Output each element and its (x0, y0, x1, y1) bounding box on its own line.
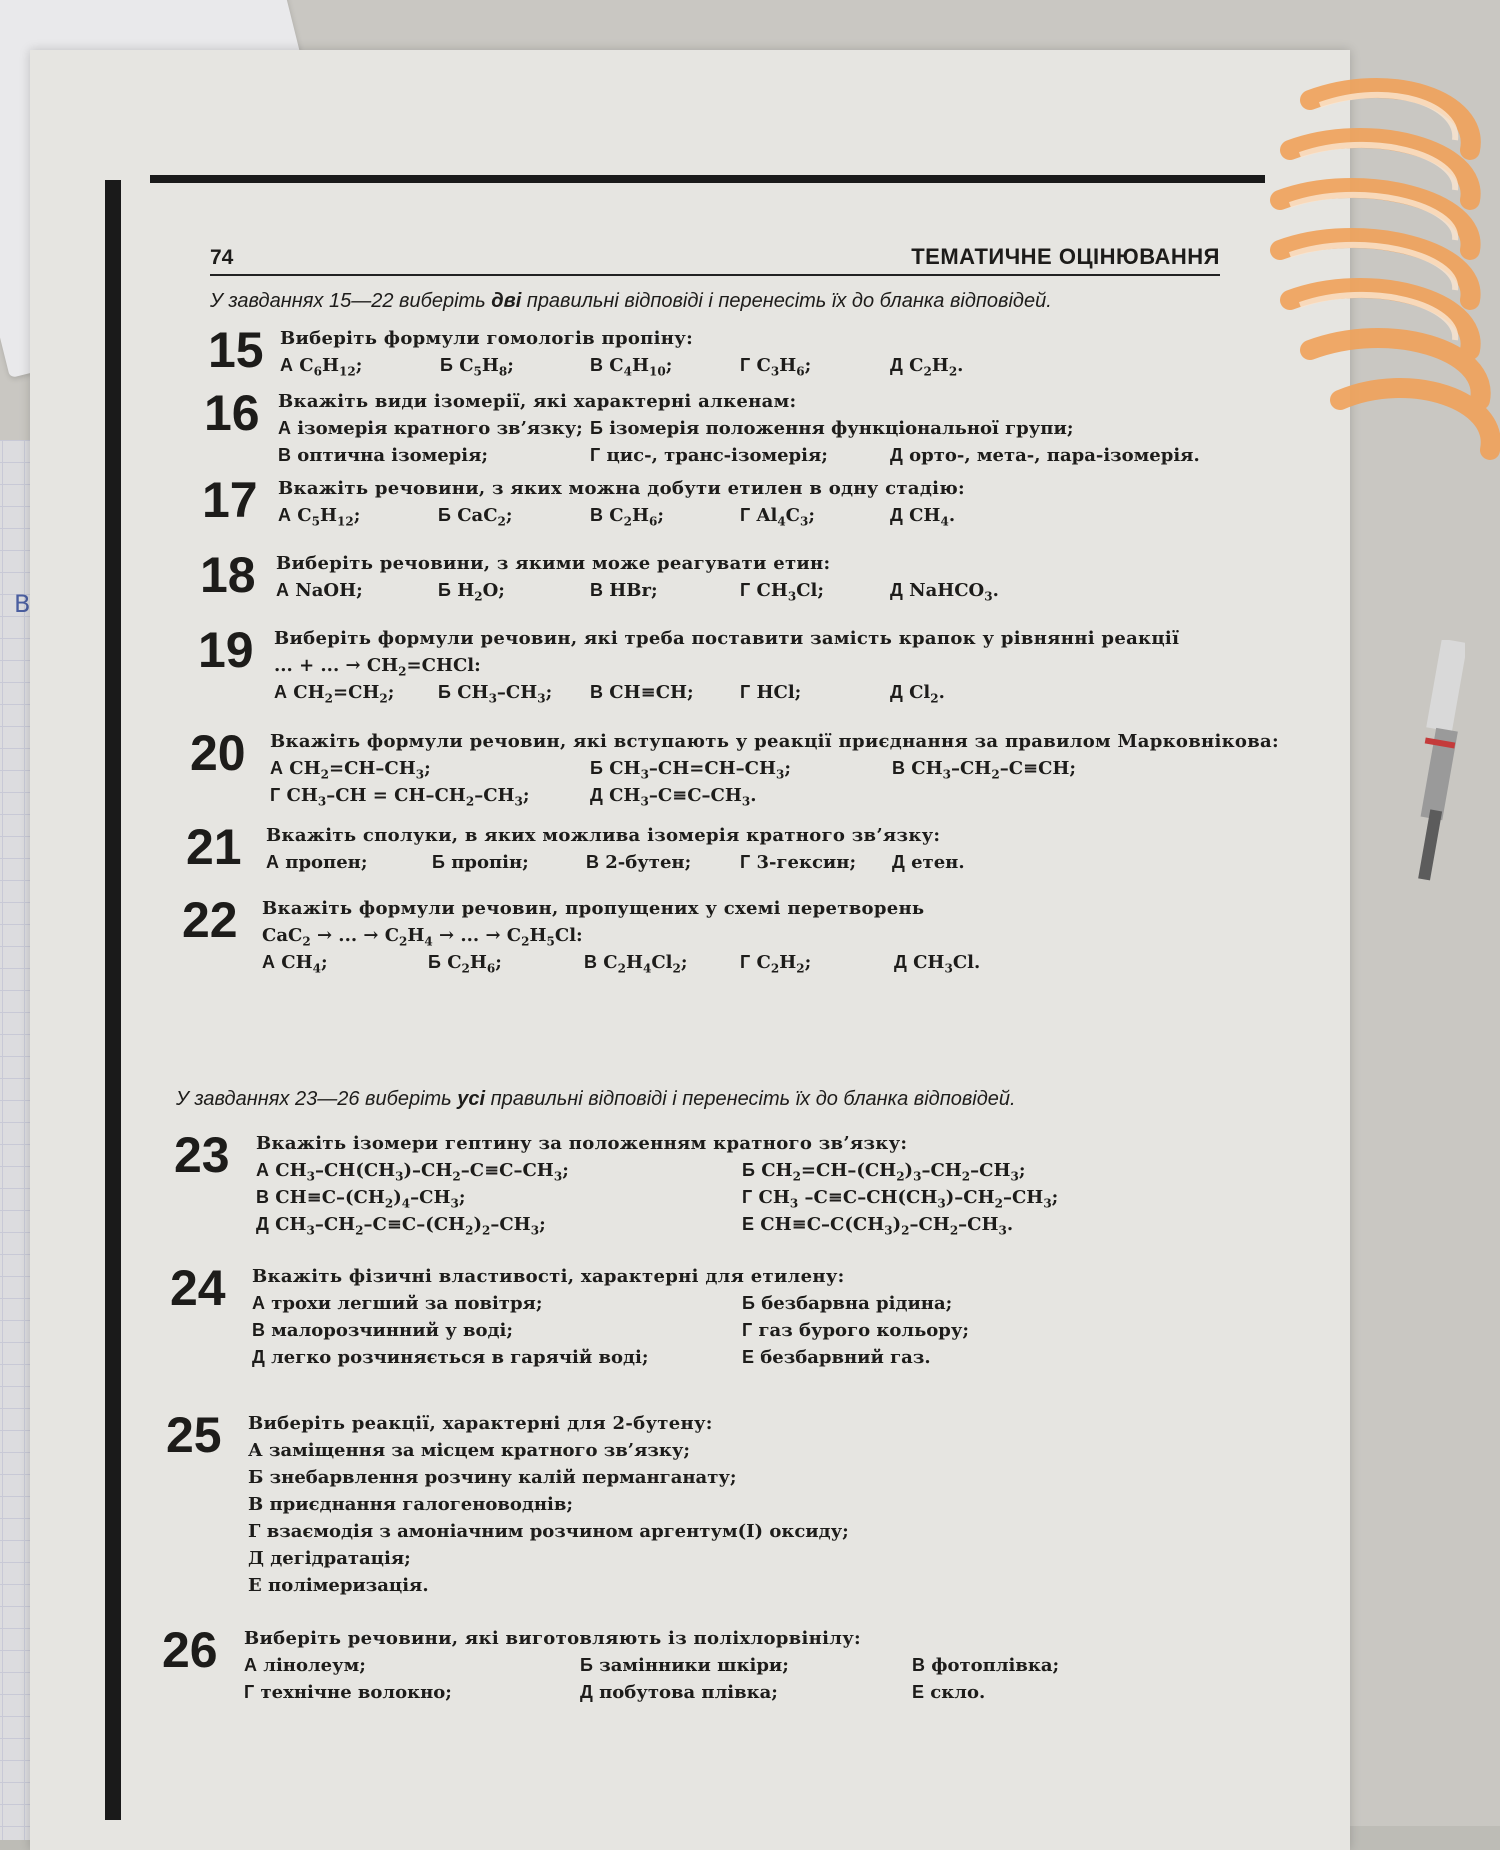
question-body (262, 895, 981, 976)
option: Г 3-гексин; (740, 852, 857, 873)
page-header (210, 240, 1220, 276)
option: Б $H_2O$; (438, 580, 505, 604)
instruction-part1: У завданнях 15—22 виберіть дві правильні відповіді і перенесіть їх до бланка відповідей. (210, 290, 1052, 312)
option: Б $CH_3-CH_3$; (438, 682, 553, 706)
question-number: 22 (182, 892, 238, 948)
options-row (252, 1290, 953, 1317)
options-row (280, 352, 964, 379)
option: В малорозчинний у воді; (252, 1320, 513, 1341)
option: Г технічне волокно; (244, 1682, 452, 1703)
option: В приєднання галогеноводнів; (248, 1494, 574, 1515)
option: А NaOH; (276, 580, 363, 601)
page-left-rule (105, 180, 121, 1820)
options-row (270, 782, 1279, 809)
reaction-equation: ... + ... → $CH_2=CHCl$: (274, 655, 481, 679)
question-stem: Вкажіть види ізомерії, які характерні алкенам: (278, 391, 797, 412)
question-body (276, 550, 999, 604)
option: В $CH\equiv C-(CH_2)_4-CH_3$; (256, 1187, 466, 1211)
question-number: 16 (204, 385, 260, 441)
question-stem: Вкажіть сполуки, в яких можлива ізомерія кратного зв’язку: (266, 825, 941, 846)
options-row (278, 415, 1074, 442)
option: Г $C_3H_6$; (740, 355, 812, 379)
option: В $C_2H_4Cl_2$; (584, 952, 688, 976)
option: Д NaHCO$_3$. (890, 580, 999, 604)
options-row (278, 502, 965, 529)
question-number: 24 (170, 1260, 226, 1316)
option: Д $CH_3-C\equiv C-CH_3$. (590, 785, 757, 809)
question-number: 15 (208, 322, 264, 378)
option: Е $CH\equiv C-C(CH_3)_2-CH_2-CH_3$. (742, 1214, 1014, 1238)
question-number: 20 (190, 725, 246, 781)
option: Б безбарвна рідина; (742, 1293, 953, 1314)
question-body (270, 728, 1279, 809)
hair-coil-image (1250, 60, 1500, 480)
question-number: 26 (162, 1622, 218, 1678)
option: Д орто-, мета-, пара-ізомерія. (890, 445, 1200, 466)
options-row (252, 1344, 931, 1371)
section-title: ТЕМАТИЧНЕ ОЦІНЮВАННЯ (911, 244, 1220, 269)
option: Г HCl; (740, 682, 802, 703)
options-row (244, 1652, 1060, 1679)
option: Д побутова плівка; (580, 1682, 778, 1703)
option: А трохи легший за повітря; (252, 1293, 543, 1314)
option: Д $CH_3-CH_2-C\equiv C-(CH_2)_2-CH_3$; (256, 1214, 546, 1238)
option: Б $CH_2=CH-(CH_2)_3-CH_2-CH_3$; (742, 1160, 1026, 1184)
question-body (252, 1263, 970, 1371)
option: Б знебарвлення розчину калій перманганату; (248, 1467, 737, 1488)
question-number: 23 (174, 1127, 230, 1183)
option: Е скло. (912, 1682, 986, 1703)
option: Б ізомерія положення функціональної групи; (590, 418, 1074, 439)
option: А $CH_2=CH_2$; (274, 682, 395, 706)
question-number: 17 (202, 472, 258, 528)
reaction-scheme: CaC$_2$ → ... → $C_2H_4$ → ... → $C_2H_5Cl$: (262, 925, 583, 949)
option: Д етен. (892, 852, 965, 873)
question-stem: Виберіть формули гомологів пропіну: (280, 328, 694, 349)
pen-image (1395, 640, 1465, 940)
option: В $C_2H_6$; (590, 505, 664, 529)
option: Б CaC$_2$; (438, 505, 513, 529)
option: Г $CH_3$ $-C\equiv C-CH(CH_3)-CH_2-CH_3$; (742, 1187, 1059, 1211)
option: А $CH_3-CH(CH_3)-CH_2-C\equiv C-CH_3$; (256, 1160, 569, 1184)
option: А $C_6H_{12}$; (280, 355, 363, 379)
option: Г $CH_3-CH = CH-CH_2-CH_3$; (270, 785, 530, 809)
option: Г цис-, транс-ізомерія; (590, 445, 828, 466)
options-row (270, 755, 1279, 782)
option: А ізомерія кратного зв’язку; (278, 418, 583, 439)
option: Б $C_5H_8$; (440, 355, 514, 379)
option: Б замінники шкіри; (580, 1655, 789, 1676)
question-body (256, 1130, 1059, 1238)
option: В оптична ізомерія; (278, 445, 489, 466)
question-stem: Виберіть формули речовин, які треба поставити замість крапок у рівнянні реакції (274, 628, 1180, 649)
question-stem: Вкажіть фізичні властивості, характерні для етилену: (252, 1266, 845, 1287)
option: В фотоплівка; (912, 1655, 1060, 1676)
option: Б $C_2H_6$; (428, 952, 502, 976)
question-body (244, 1625, 1060, 1706)
option: Д $C_2H_2$. (890, 355, 964, 379)
question-stem: Виберіть реакції, характерні для 2-бутену: (248, 1413, 713, 1434)
question-body (274, 625, 1179, 706)
question-body (266, 822, 965, 876)
option: В $CH_3-CH_2-C\equiv CH$; (892, 758, 1077, 782)
question-stem: Вкажіть формули речовин, пропущених у схемі перетворень (262, 898, 925, 919)
option: Е безбарвний газ. (742, 1347, 931, 1368)
question-stem: Вкажіть формули речовин, які вступають у реакції приєднання за правилом Марковнікова: (270, 731, 1279, 752)
options-row (276, 577, 999, 604)
instruction-part2: У завданнях 23—26 виберіть усі правильні відповіді і перенесіть їх до бланка відповідей. (176, 1088, 1016, 1110)
options-row (256, 1184, 1059, 1211)
question-stem: Виберіть речовини, з якими може реагувати етин: (276, 553, 831, 574)
option: А пропен; (266, 852, 368, 873)
options-row (244, 1679, 986, 1706)
question-number: 19 (198, 622, 254, 678)
option: Г газ бурого кольору; (742, 1320, 970, 1341)
option: Д $CH_3Cl$. (894, 952, 981, 976)
options-row (274, 679, 1179, 706)
option: В HBr; (590, 580, 658, 601)
options-row (262, 949, 981, 976)
option: Б $CH_3-CH=CH-CH_3$; (590, 758, 792, 782)
option: Д $CH_4$. (890, 505, 956, 529)
options-row (252, 1317, 970, 1344)
options-row (278, 442, 1200, 469)
option: Г $Al_4C_3$; (740, 505, 816, 529)
option: В 2-бутен; (586, 852, 692, 873)
margin-note: В (14, 590, 31, 618)
option: Г $C_2H_2$; (740, 952, 812, 976)
options-row (256, 1157, 1026, 1184)
question-number: 18 (200, 547, 256, 603)
option: А $C_5H_{12}$; (278, 505, 361, 529)
page-number: 74 (210, 246, 234, 269)
question-body (278, 388, 1200, 469)
options-row (256, 1211, 1014, 1238)
question-number: 25 (166, 1407, 222, 1463)
question-body (278, 475, 965, 529)
question-stem: Виберіть речовини, які виготовляють із поліхлорвінілу: (244, 1628, 861, 1649)
option: А $CH_2=CH-CH_3$; (270, 758, 431, 782)
option: Д $Cl_2$. (890, 682, 945, 706)
option: Д легко розчиняється в гарячій воді; (252, 1347, 649, 1368)
option: А заміщення за місцем кратного зв’язку; (248, 1440, 691, 1461)
option: Е полімеризація. (248, 1575, 429, 1596)
option: Г взаємодія з амоніачним розчином аргентум(I) оксиду; (248, 1521, 849, 1542)
page-top-rule (150, 175, 1265, 183)
option: В CH≡CH; (590, 682, 694, 703)
option: А лінолеум; (244, 1655, 366, 1676)
question-body (248, 1410, 849, 1599)
option: Г $CH_3Cl$; (740, 580, 825, 604)
question-stem: Вкажіть ізомери гептину за положенням кратного зв’язку: (256, 1133, 908, 1154)
options-row (266, 849, 965, 876)
option: Б пропін; (432, 852, 529, 873)
option: Д дегідратація; (248, 1548, 411, 1569)
question-stem: Вкажіть речовини, з яких можна добути етилен в одну стадію: (278, 478, 965, 499)
question-body (280, 325, 964, 379)
question-number: 21 (186, 819, 242, 875)
option: А $CH_4$; (262, 952, 328, 976)
option: В $C_4H_{10}$; (590, 355, 673, 379)
